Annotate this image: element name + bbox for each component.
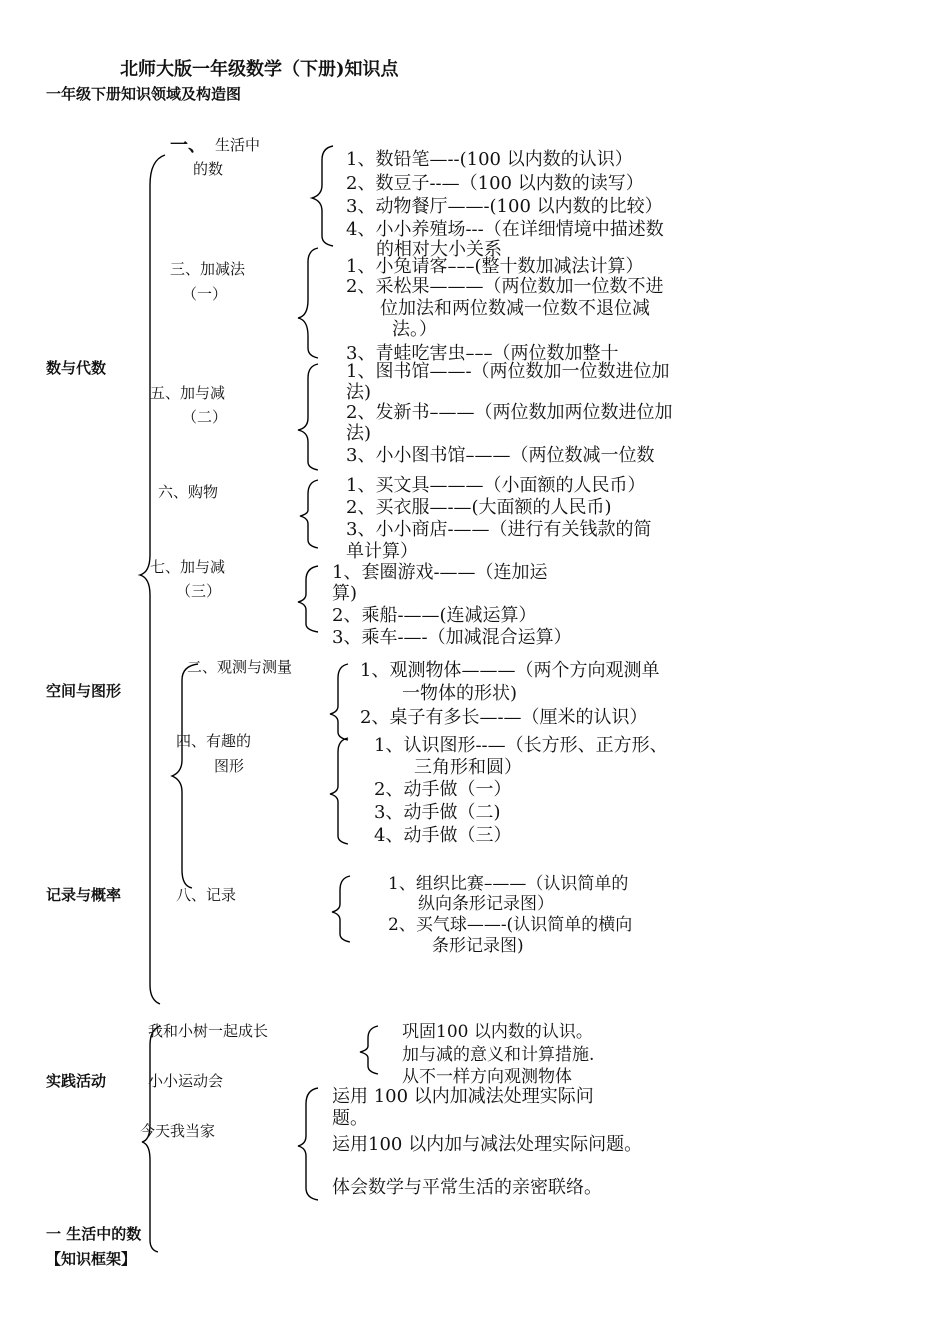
practice-goal-b-3: 体会数学与平常生活的亲密联络。 <box>332 1177 602 1198</box>
u4-item-2: 2、动手做（一） <box>374 779 512 800</box>
brace-practice-a <box>360 1026 378 1074</box>
document-subtitle: 一年级下册知识领域及构造图 <box>46 85 242 103</box>
u1-item-4-cont: 的相对大小关系 <box>376 239 502 260</box>
domain-practice: 实践活动 <box>46 1072 107 1090</box>
brace-u1 <box>312 146 333 246</box>
u2-item-2: 2、桌子有多长—-—（厘米的认识） <box>360 707 648 728</box>
brace-u6 <box>300 480 318 548</box>
domain-space-shape: 空间与图形 <box>46 682 122 700</box>
unit-7-label: 七、加与减 <box>150 558 226 576</box>
u5-item-2-cont: 法) <box>346 423 372 444</box>
u1-item-2: 2、数豆子--—（100 以内数的读写） <box>346 173 644 194</box>
brace-space <box>172 664 198 888</box>
u1-item-1: 1、数铅笔—--(100 以内数的认识） <box>346 149 633 170</box>
brace-u3 <box>298 248 318 358</box>
u2-item-1-cont: 一物体的形状) <box>402 683 518 704</box>
brace-practice-b <box>298 1088 318 1200</box>
u5-item-1: 1、图书馆——-（两位数加一位数进位加 <box>346 361 670 382</box>
unit-3-label-cont: （一） <box>182 285 228 303</box>
u7-item-1: 1、套圈游戏-——（连加运 <box>332 562 548 583</box>
u6-item-2: 2、买衣服—-—(大面额的人民币) <box>346 497 612 518</box>
u3-item-2-cont: 位加法和两位数减一位数不退位减 <box>380 298 650 319</box>
u4-item-1: 1、认识图形--—（长方形、正方形、 <box>374 735 668 756</box>
brace-u5 <box>298 364 318 470</box>
unit-8-label: 八、记录 <box>176 886 237 904</box>
brace-u2 <box>330 664 348 740</box>
practice-goal-a-2: 加与减的意义和计算措施. <box>402 1045 595 1065</box>
unit-2-label: 二、观测与测量 <box>187 658 293 676</box>
unit-3-label: 三、加减法 <box>170 260 246 278</box>
u6-item-3-cont: 单计算） <box>346 541 418 562</box>
u4-item-4: 4、动手做（三） <box>374 825 512 846</box>
practice-activity-2: 小小运动会 <box>148 1072 224 1090</box>
section-heading: 一 生活中的数 <box>46 1225 142 1243</box>
u8-item-2: 2、买气球——-(认识简单的横向 <box>388 915 633 935</box>
practice-activity-1: 我和小树一起成长 <box>148 1022 269 1040</box>
unit-4-label-cont: 图形 <box>214 757 245 775</box>
unit-6-label: 六、购物 <box>158 483 219 501</box>
u8-item-1-cont: 纵向条形记录图） <box>418 894 554 914</box>
practice-goal-a-3: 从不一样方向观测物体 <box>402 1067 572 1087</box>
u7-item-1-cont: 算) <box>332 583 358 604</box>
practice-activity-3: 今天我当家 <box>140 1122 216 1140</box>
u4-item-3: 3、动手做（二) <box>374 802 501 823</box>
u3-item-1: 1、小兔请客–––(整十数加减法计算） <box>346 256 644 277</box>
unit-5-label: 五、加与减 <box>150 384 226 402</box>
unit-1-number: 一、 <box>170 135 206 156</box>
u1-item-3: 3、动物餐厅——-(100 以内数的比较） <box>346 196 663 217</box>
framework-heading: 【知识框架】 <box>46 1250 137 1268</box>
u1-item-4: 4、小小养殖场---（在详细情境中描述数 <box>346 219 664 240</box>
document-title: 北师大版一年级数学（下册)知识点 <box>120 59 399 80</box>
u7-item-3: 3、乘车-—-（加减混合运算） <box>332 627 572 648</box>
domain-number-algebra: 数与代数 <box>46 359 107 377</box>
unit-7-label-cont: （三） <box>176 582 222 600</box>
practice-goal-b-2: 运用100 以内加与减法处理实际问题。 <box>332 1134 643 1155</box>
unit-4-label: 四、有趣的 <box>176 732 252 750</box>
u3-item-2-cont2: 法。） <box>392 319 437 340</box>
u2-item-1: 1、观测物体———（两个方向观测单 <box>360 660 660 681</box>
unit-1-label: 生活中 <box>215 136 261 154</box>
u5-item-2: 2、发新书–——（两位数加两位数进位加 <box>346 402 673 423</box>
brace-u8 <box>332 876 350 942</box>
u6-item-1: 1、买文具———（小面额的人民币） <box>346 475 646 496</box>
u3-item-2: 2、采松果———（两位数加一位数不进 <box>346 276 664 297</box>
unit-1-label-cont: 的数 <box>193 160 224 178</box>
main-brace <box>140 155 165 1004</box>
u4-item-1-cont: 三角形和圆） <box>414 757 522 778</box>
u6-item-3: 3、小小商店-——（进行有关钱款的简 <box>346 519 652 540</box>
u5-item-1-cont: 法) <box>346 382 372 403</box>
u3-item-3: 3、青蛙吃害虫–––（两位数加整十 <box>346 343 619 364</box>
u5-item-3: 3、小小图书馆–——（两位数减一位数 <box>346 445 655 466</box>
u7-item-2: 2、乘船-——(连减运算） <box>332 605 537 626</box>
domain-record-probability: 记录与概率 <box>46 886 122 904</box>
practice-goal-b-1: 运用 100 以内加减法处理实际问 <box>332 1086 594 1107</box>
practice-goal-b-1-cont: 题。 <box>332 1108 368 1129</box>
u8-item-2-cont: 条形记录图) <box>432 936 524 956</box>
practice-goal-a-1: 巩固100 以内数的认识。 <box>402 1022 593 1042</box>
u8-item-1: 1、组织比赛–——（认识简单的 <box>388 874 629 894</box>
unit-5-label-cont: （二） <box>182 408 228 426</box>
brace-u7 <box>298 566 318 632</box>
brace-u4 <box>330 738 348 844</box>
